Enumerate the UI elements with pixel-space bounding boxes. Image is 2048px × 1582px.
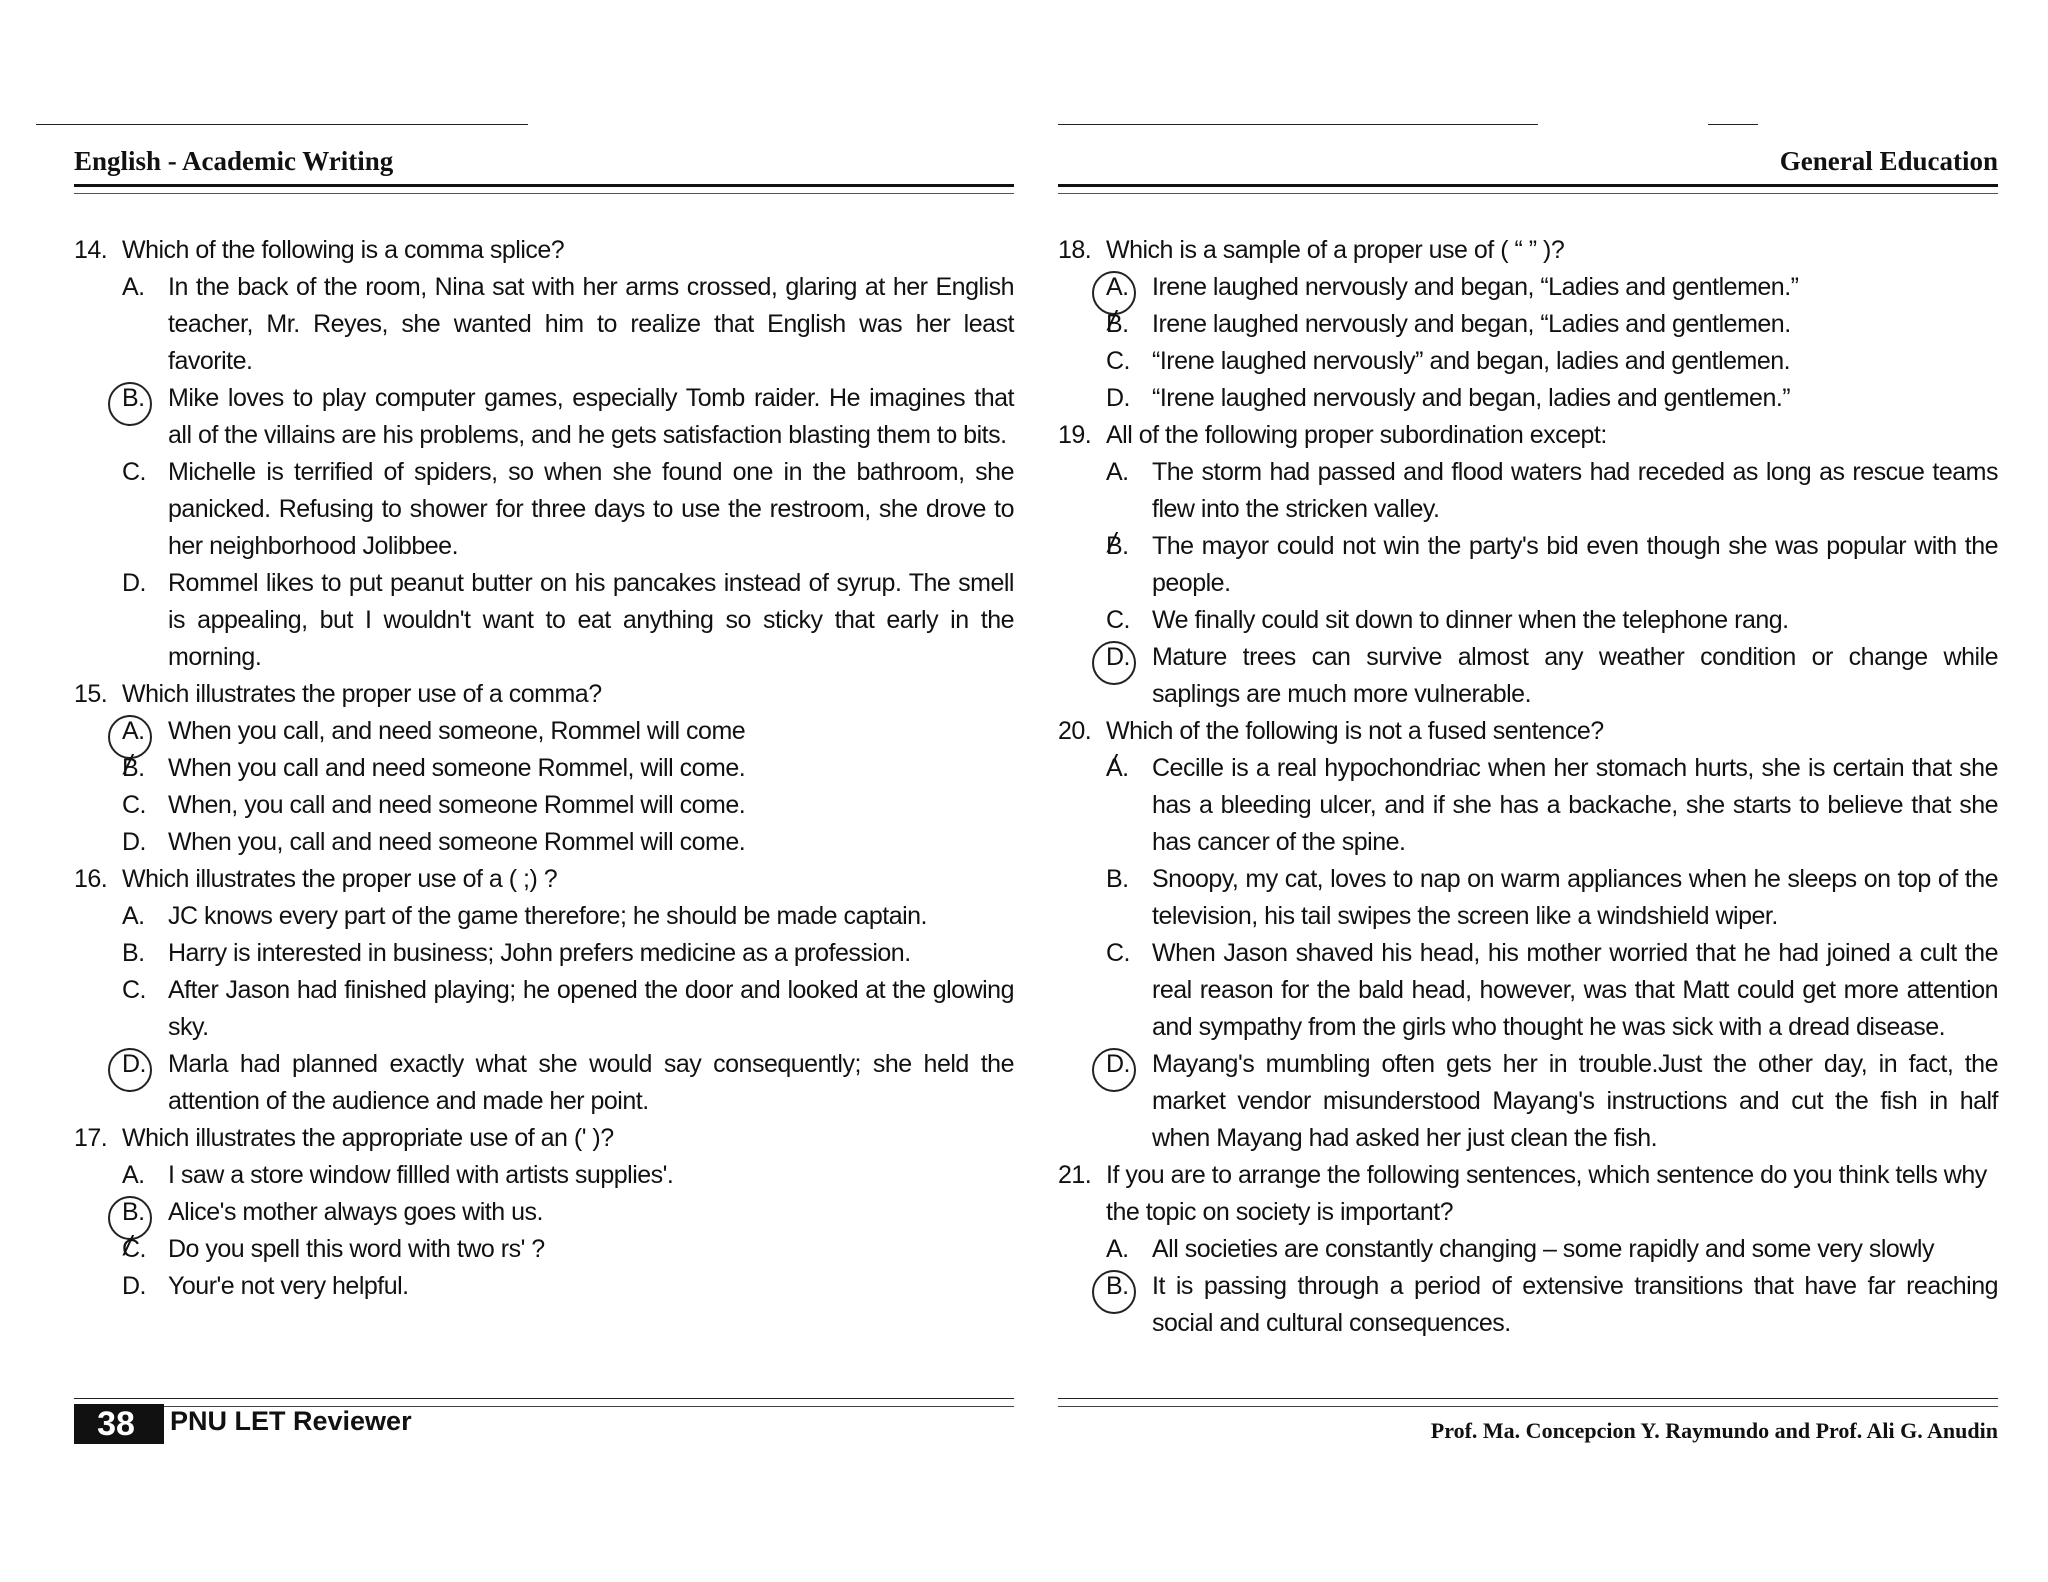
page-number: 38 [74,1404,158,1444]
option-letter: A. / [1106,750,1152,861]
option-letter: D. [1106,1046,1152,1157]
question-15 [74,676,1014,861]
option-letter: B. / [1106,306,1152,343]
answer-option [122,454,1014,565]
option-text: Harry is interested in business; John prefers medicine as a profession. [168,939,911,967]
top-rule [1058,124,1538,125]
question-number: 15. [74,680,108,708]
top-rule-short [1708,124,1758,125]
option-text: We finally could sit down to dinner when the telephone rang. [1152,606,1789,634]
question-stem [1058,232,1998,269]
option-letter: C. [1106,347,1130,375]
option-text: When Jason shaved his head, his mother worried that he had joined a cult the real reason for the bald head, however, was that Matt could get more attention and sympathy from the girls who thought he was sick with a dread disease. [1152,939,1998,1041]
question-number: 19. [1058,421,1092,449]
header-rule-thin [74,193,1014,194]
answer-option [1106,861,1998,935]
question-list [1058,232,1998,1342]
option-text: Snoopy, my cat, loves to nap on warm appliances when he sleeps on top of the television, his tail swipes the screen like a windshield wiper. [1152,865,1998,930]
option-text: The mayor could not win the party's bid even though she was popular with the people. [1152,532,1998,597]
option-text: Mike loves to play computer games, especially Tomb raider. He imagines that all of the villains are his problems, and he gets satisfaction blasting them to bits. [168,384,1014,449]
option-text: When you call, and need someone, Rommel will come [168,717,746,745]
page-header [74,146,1014,186]
option-text: Irene laughed nervously and began, “Ladies and gentlemen.” [1152,273,1799,301]
option-letter: D. [122,1272,146,1300]
header-rule [1058,184,1998,187]
question-14 [74,232,1014,676]
header-rule [74,184,1014,187]
option-letter: B. / [1106,528,1152,602]
option-text: All societies are constantly changing – some rapidly and some very slowly [1152,1235,1934,1263]
question-number: 16. [74,865,108,893]
option-letter: C. [122,458,146,486]
question-text: Which illustrates the proper use of a ( ;) ? [122,865,558,893]
option-letter: D. [1106,639,1152,713]
question-stem [1058,713,1998,750]
question-stem [74,232,1014,269]
option-letter: B. [122,380,168,454]
answer-option [122,713,1014,750]
answer-option [122,824,1014,861]
answer-option [122,898,1014,935]
option-text: Michelle is terrified of spiders, so when she found one in the bathroom, she panicked. Refusing to shower for three days to use the restroom, she drove to her neighborhood Jolibbee. [168,458,1014,560]
question-17 [74,1120,1014,1305]
question-16 [74,861,1014,1120]
answer-option [122,1194,1014,1231]
footer-authors: Prof. Ma. Concepcion Y. Raymundo and Prof. Ali G. Anudin [1430,1418,1998,1443]
option-text: “Irene laughed nervously” and began, ladies and gentlemen. [1152,347,1791,375]
left-page [74,0,1014,1582]
answer-option [122,935,1014,972]
header-title: General Education [1779,146,1998,176]
question-number: 17. [74,1124,108,1152]
question-text: Which is a sample of a proper use of ( “ ” )? [1106,236,1565,264]
option-text: It is passing through a period of extensive transitions that have far reaching social and cultural consequences. [1152,1272,1998,1337]
option-letter: D. [1106,384,1130,412]
page-header [1058,146,1998,186]
option-letter: C. [122,976,146,1004]
answer-option [122,380,1014,454]
footer-rule-thin [1058,1406,1998,1407]
option-letter: D. [122,569,146,597]
option-text: I saw a store window fillled with artists supplies'. [168,1161,674,1189]
option-letter: C. [122,791,146,819]
answer-option [1106,269,1998,306]
question-text: Which illustrates the proper use of a comma? [122,680,602,708]
answer-option [1106,750,1998,861]
answer-option [122,1268,1014,1305]
option-text: Mayang's mumbling often gets her in trouble.Just the other day, in fact, the market vendor misunderstood Mayang's instructions and cut the fish in half when Mayang had asked her just clean the fish. [1152,1050,1998,1152]
footer-rule [74,1398,1014,1399]
answer-option [122,565,1014,676]
question-number: 21. [1058,1161,1092,1189]
answer-option [122,1231,1014,1268]
option-letter: B. / [122,750,168,787]
option-letter: A. [1106,1235,1129,1263]
question-stem [74,676,1014,713]
answer-option [1106,1046,1998,1157]
option-letter: D. [122,1046,168,1120]
answer-option [1106,639,1998,713]
answer-option [122,269,1014,380]
header-title: English - Academic Writing [74,146,394,176]
option-letter: B. [122,1194,168,1231]
question-number: 18. [1058,236,1092,264]
question-number: 20. [1058,717,1092,745]
option-letter: A. [122,902,145,930]
option-letter: A. [1106,269,1152,306]
option-letter: D. [122,828,146,856]
answer-option [1106,306,1998,343]
option-text: When you call and need someone Rommel, will come. [168,754,746,782]
option-text: Do you spell this word with two rs' ? [168,1235,545,1263]
answer-option [1106,602,1998,639]
question-21 [1058,1157,1998,1342]
answer-option [1106,1231,1998,1268]
option-letter: C. [1106,606,1130,634]
question-text: If you are to arrange the following sentences, which sentence do you think tells why the topic on society is important? [1106,1161,1987,1226]
right-page [1058,0,1998,1582]
top-rule [36,124,528,125]
question-list [74,232,1014,1305]
option-text: Irene laughed nervously and began, “Ladies and gentlemen. [1152,310,1791,338]
option-letter: A. [122,713,168,750]
question-stem [74,861,1014,898]
question-number: 14. [74,236,108,264]
option-text: The storm had passed and flood waters had receded as long as rescue teams flew into the stricken valley. [1152,458,1998,523]
option-text: JC knows every part of the game therefore; he should be made captain. [168,902,928,930]
footer-rule [1058,1398,1998,1399]
option-text: When you, call and need someone Rommel will come. [168,828,746,856]
option-letter: B. [122,939,145,967]
option-text: Marla had planned exactly what she would say consequently; she held the attention of the audience and made her point. [168,1050,1014,1115]
question-20 [1058,713,1998,1157]
answer-option [1106,528,1998,602]
question-text: Which of the following is a comma splice? [122,236,565,264]
option-text: Alice's mother always goes with us. [168,1198,543,1226]
answer-option [122,750,1014,787]
question-text: Which of the following is not a fused sentence? [1106,717,1604,745]
footer-title: PNU LET Reviewer [170,1406,412,1436]
answer-option [122,787,1014,824]
question-stem [1058,417,1998,454]
option-text: Cecille is a real hypochondriac when her stomach hurts, she is certain that she has a bleeding ulcer, and if she has a backache, she starts to believe that she has cancer of the spine. [1152,754,1998,856]
option-letter: B. [1106,865,1129,893]
answer-option [122,972,1014,1046]
option-text: After Jason had finished playing; he opened the door and looked at the glowing sky. [168,976,1014,1041]
option-letter: A. [122,273,145,301]
question-text: Which illustrates the appropriate use of an (' )? [122,1124,614,1152]
answer-option [1106,343,1998,380]
answer-option [1106,380,1998,417]
option-letter: A. [122,1161,145,1189]
footer-bar [158,1404,164,1444]
question-18 [1058,232,1998,417]
question-stem [74,1120,1014,1157]
question-19 [1058,417,1998,713]
question-text: All of the following proper subordination except: [1106,421,1607,449]
option-text: When, you call and need someone Rommel will come. [168,791,746,819]
answer-option [1106,1268,1998,1342]
option-letter: C. / [122,1231,168,1268]
option-letter: B. [1106,1268,1152,1342]
answer-option [122,1157,1014,1194]
answer-option [122,1046,1014,1120]
answer-option [1106,935,1998,1046]
answer-option [1106,454,1998,528]
option-text: In the back of the room, Nina sat with her arms crossed, glaring at her English teacher, Mr. Reyes, she wanted him to realize that English was her least favorite. [168,273,1014,375]
question-stem [1058,1157,1998,1231]
option-text: Your'e not very helpful. [168,1272,409,1300]
option-text: Rommel likes to put peanut butter on his pancakes instead of syrup. The smell is appealing, but I wouldn't want to eat anything so sticky that early in the morning. [168,569,1014,671]
header-rule-thin [1058,193,1998,194]
option-text: Mature trees can survive almost any weather condition or change while saplings are much more vulnerable. [1152,643,1998,708]
option-text: “Irene laughed nervously and began, ladies and gentlemen.” [1152,384,1791,412]
option-letter: C. [1106,939,1130,967]
option-letter: A. [1106,458,1129,486]
